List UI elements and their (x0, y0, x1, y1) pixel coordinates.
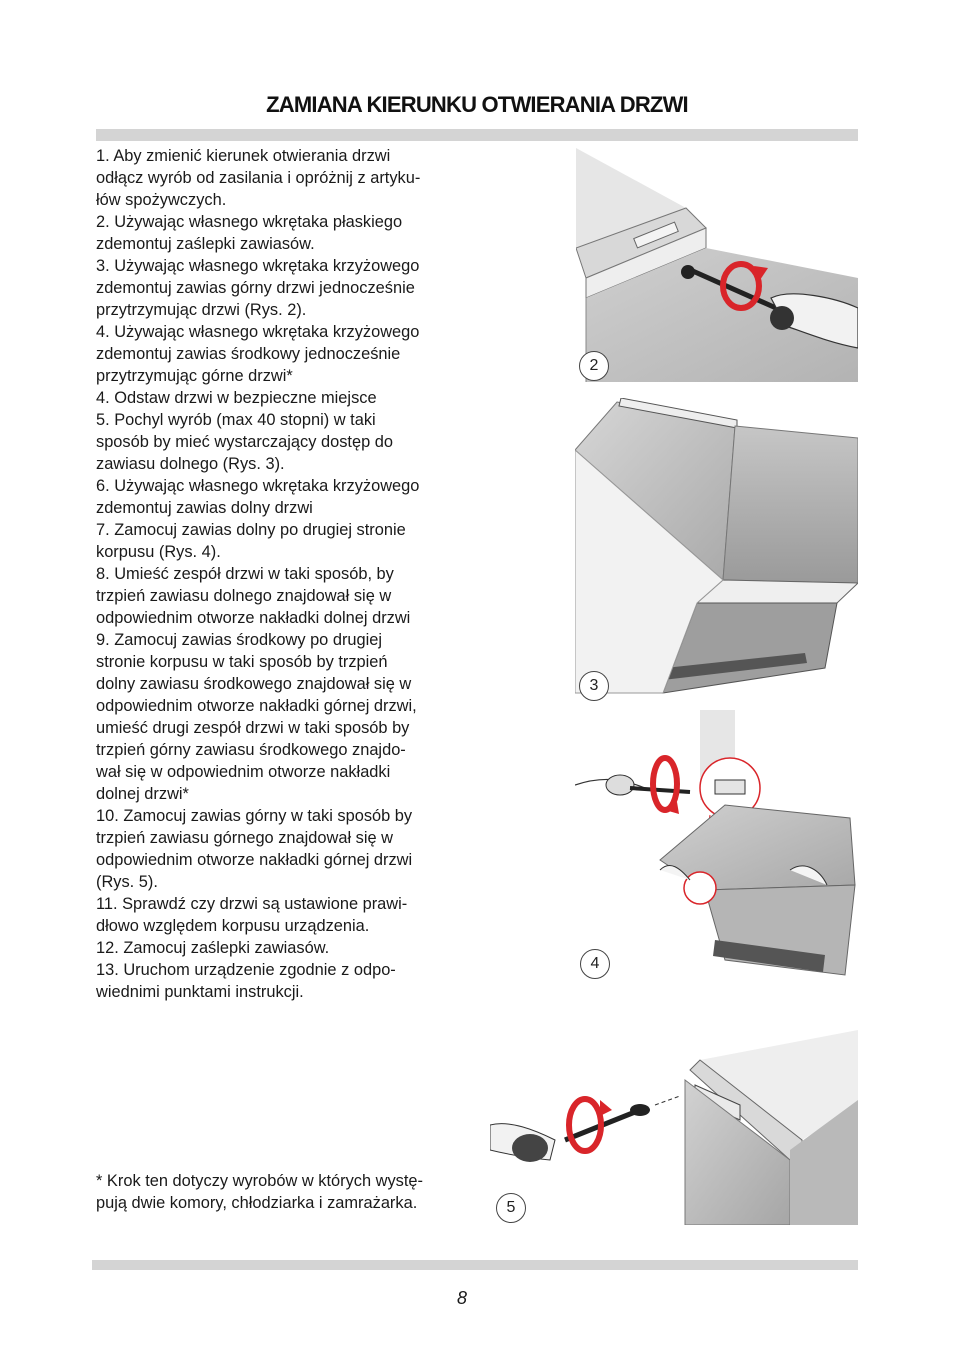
figure-2-illustration (576, 148, 858, 382)
figure-4-illustration (575, 710, 858, 980)
footer-divider (92, 1260, 858, 1270)
step-line: 4. Używając własnego wkrętaka krzyżowego (96, 323, 420, 341)
step-line: łów spożywczych. (96, 191, 227, 209)
step-line: 12. Zamocuj zaślepki zawiasów. (96, 939, 330, 957)
step-line: 9. Zamocuj zawias środkowy po drugiej (96, 631, 383, 649)
footnote-line: * Krok ten dotyczy wyrobów w których wystę- (96, 1172, 424, 1190)
step-line: zdemontuj zawias środkowy jednocześnie (96, 345, 401, 363)
figure-2-label: 2 (579, 351, 609, 381)
figure-5-illustration (490, 1030, 858, 1225)
figure-5-label: 5 (496, 1193, 526, 1223)
header-divider (96, 129, 858, 141)
step-line: przytrzymując górne drzwi* (96, 367, 293, 385)
step-line: odpowiednim otworze nakładki górnej drzwi (96, 851, 413, 869)
step-line: korpusu (Rys. 4). (96, 543, 221, 561)
step-line: dolny zawiasu środkowego znajdował się w (96, 675, 412, 693)
step-line: 1. Aby zmienić kierunek otwierania drzwi (96, 147, 391, 165)
footnote (96, 1170, 466, 1214)
step-line: zdemontuj zawias górny drzwi jednocześnie (96, 279, 415, 297)
step-line: trzpień zawiasu dolnego znajdował się w (96, 587, 392, 605)
page-title: ZAMIANA KIERUNKU OTWIERANIA DRZWI (266, 92, 688, 117)
step-line: 5. Pochyl wyrób (max 40 stopni) w taki (96, 411, 376, 429)
step-line: dolnej drzwi* (96, 785, 189, 803)
figure-3-illustration (575, 398, 858, 703)
step-line: zdemontuj zawias dolny drzwi (96, 499, 313, 517)
step-line: trzpień górny zawiasu środkowego znajdo- (96, 741, 406, 759)
step-line: odłącz wyrób od zasilania i opróżnij z artyku- (96, 169, 421, 187)
page-number: 8 (457, 1288, 468, 1308)
step-line: 11. Sprawdź czy drzwi są ustawione prawi- (96, 895, 408, 913)
step-line: (Rys. 5). (96, 873, 158, 891)
step-line: zdemontuj zaślepki zawiasów. (96, 235, 315, 253)
step-line: 7. Zamocuj zawias dolny po drugiej stronie (96, 521, 406, 539)
step-line: zawiasu dolnego (Rys. 3). (96, 455, 285, 473)
step-line: trzpień zawiasu górnego znajdował się w (96, 829, 394, 847)
step-line: 4. Odstaw drzwi w bezpieczne miejsce (96, 389, 377, 407)
step-line: wiednimi punktami instrukcji. (96, 983, 304, 1001)
step-line: stronie korpusu w taki sposób by trzpień (96, 653, 388, 671)
step-line: 8. Umieść zespół drzwi w taki sposób, by (96, 565, 394, 583)
step-line: odpowiednim otworze nakładki dolnej drzwi (96, 609, 411, 627)
step-line: sposób by mieć wystarczający dostęp do (96, 433, 393, 451)
step-line: 6. Używając własnego wkrętaka krzyżowego (96, 477, 420, 495)
footnote-line: pują dwie komory, chłodziarka i zamrażarka. (96, 1194, 418, 1212)
step-line: 13. Uruchom urządzenie zgodnie z odpo- (96, 961, 396, 979)
step-line: 10. Zamocuj zawias górny w taki sposób by (96, 807, 413, 825)
step-line: umieść drugi zespół drzwi w taki sposób by (96, 719, 410, 737)
step-line: odpowiednim otworze nakładki górnej drzwi, (96, 697, 417, 715)
instruction-steps (96, 145, 466, 1003)
step-line: 2. Używając własnego wkrętaka płaskiego (96, 213, 403, 231)
figure-4-label: 4 (580, 949, 610, 979)
step-line: dłowo względem korpusu urządzenia. (96, 917, 370, 935)
step-line: 3. Używając własnego wkrętaka krzyżowego (96, 257, 420, 275)
step-line: wał się w odpowiednim otworze nakładki (96, 763, 391, 781)
step-line: przytrzymując drzwi (Rys. 2). (96, 301, 307, 319)
figure-3-label: 3 (579, 671, 609, 701)
